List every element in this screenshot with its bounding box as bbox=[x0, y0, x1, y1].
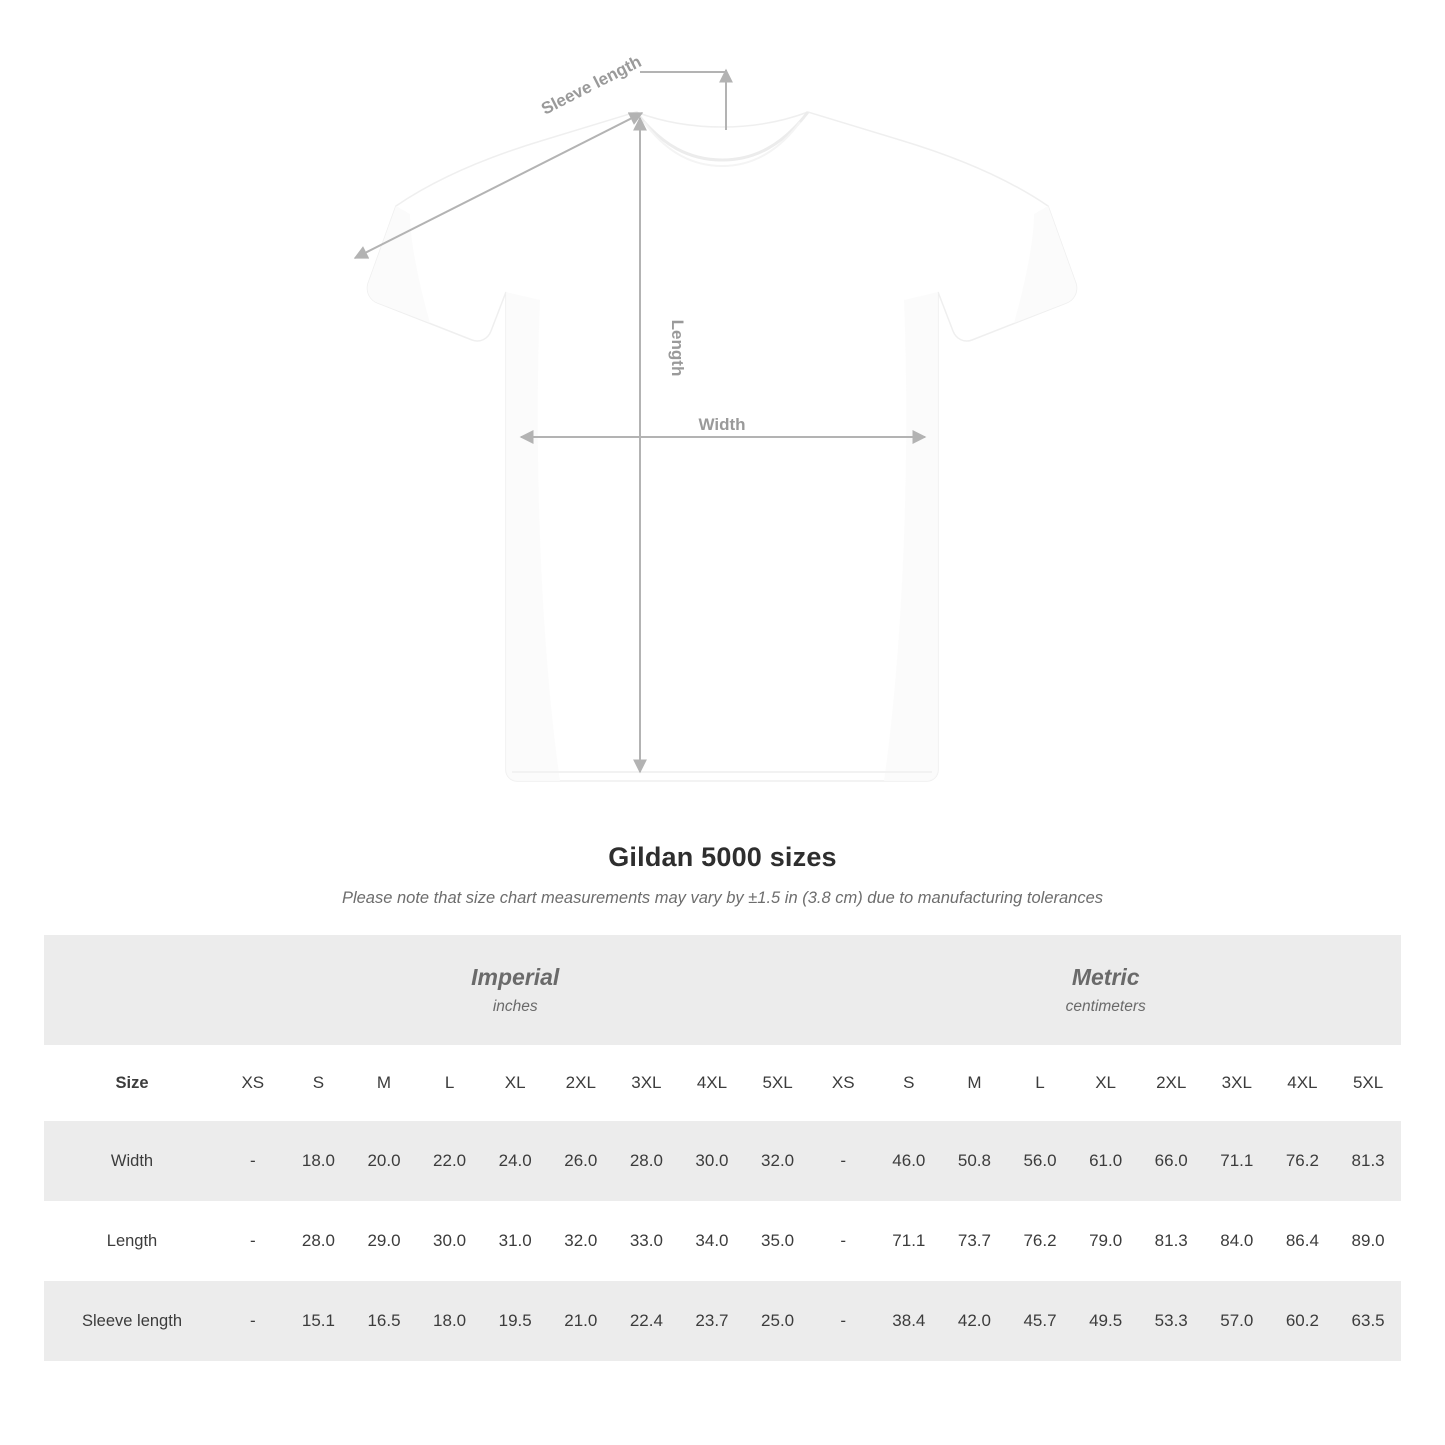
size-cell-metric-s: S bbox=[876, 1045, 942, 1121]
sleeve-metric-5xl: 63.5 bbox=[1335, 1281, 1401, 1361]
size-cell-imperial-3xl: 3XL bbox=[614, 1045, 680, 1121]
sleeve-imperial-s: 15.1 bbox=[286, 1281, 352, 1361]
width-metric-s: 46.0 bbox=[876, 1121, 942, 1201]
length-imperial-m: 29.0 bbox=[351, 1201, 417, 1281]
width-imperial-5xl: 32.0 bbox=[745, 1121, 811, 1201]
width-metric-2xl: 66.0 bbox=[1138, 1121, 1204, 1201]
sleeve-metric-xl: 49.5 bbox=[1073, 1281, 1139, 1361]
size-cell-imperial-xs: XS bbox=[220, 1045, 286, 1121]
size-cell-imperial-l: L bbox=[417, 1045, 483, 1121]
width-imperial-s: 18.0 bbox=[286, 1121, 352, 1201]
sleeve-metric-2xl: 53.3 bbox=[1138, 1281, 1204, 1361]
size-cell-imperial-2xl: 2XL bbox=[548, 1045, 614, 1121]
length-imperial-s: 28.0 bbox=[286, 1201, 352, 1281]
length-metric-2xl: 81.3 bbox=[1138, 1201, 1204, 1281]
unit-header-row bbox=[44, 935, 1401, 1045]
chart-subtitle: Please note that size chart measurements may vary by ±1.5 in (3.8 cm) due to manufacturing tolerances bbox=[341, 889, 1104, 907]
length-imperial-4xl: 34.0 bbox=[679, 1201, 745, 1281]
size-table-container bbox=[44, 935, 1401, 1361]
size-cell-metric-2xl: 2XL bbox=[1138, 1045, 1204, 1121]
length-metric-xs: - bbox=[810, 1201, 876, 1281]
chart-header bbox=[0, 842, 1445, 908]
length-metric-s: 71.1 bbox=[876, 1201, 942, 1281]
size-cell-metric-xs: XS bbox=[810, 1045, 876, 1121]
row-label-sleeve-length: Sleeve length bbox=[44, 1281, 220, 1361]
unit-header-imperial bbox=[220, 935, 810, 1045]
sleeve-metric-xs: - bbox=[810, 1281, 876, 1361]
width-imperial-3xl: 28.0 bbox=[614, 1121, 680, 1201]
sleeve-imperial-4xl: 23.7 bbox=[679, 1281, 745, 1361]
length-imperial-xl: 31.0 bbox=[482, 1201, 548, 1281]
row-header-size: Size bbox=[44, 1045, 220, 1121]
length-label: Length bbox=[668, 319, 687, 377]
size-cell-metric-3xl: 3XL bbox=[1204, 1045, 1270, 1121]
row-label-length: Length bbox=[44, 1201, 220, 1281]
row-label-width: Width bbox=[44, 1121, 220, 1201]
length-metric-xl: 79.0 bbox=[1073, 1201, 1139, 1281]
length-metric-4xl: 86.4 bbox=[1270, 1201, 1336, 1281]
length-metric-m: 73.7 bbox=[942, 1201, 1008, 1281]
sleeve-imperial-l: 18.0 bbox=[417, 1281, 483, 1361]
width-imperial-xl: 24.0 bbox=[482, 1121, 548, 1201]
sleeve-metric-s: 38.4 bbox=[876, 1281, 942, 1361]
table-row-width bbox=[44, 1121, 1401, 1201]
sleeve-metric-3xl: 57.0 bbox=[1204, 1281, 1270, 1361]
size-table bbox=[44, 935, 1401, 1361]
width-label: Width bbox=[698, 415, 746, 434]
sleeve-imperial-xl: 19.5 bbox=[482, 1281, 548, 1361]
width-imperial-2xl: 26.0 bbox=[548, 1121, 614, 1201]
size-cell-metric-5xl: 5XL bbox=[1335, 1045, 1401, 1121]
sleeve-metric-l: 45.7 bbox=[1007, 1281, 1073, 1361]
unit-name-imperial: Imperial bbox=[471, 964, 560, 991]
size-cell-metric-xl: XL bbox=[1073, 1045, 1139, 1121]
table-row-sizes bbox=[44, 1045, 1401, 1121]
sleeve-metric-m: 42.0 bbox=[942, 1281, 1008, 1361]
unit-header-metric bbox=[810, 935, 1401, 1045]
length-metric-3xl: 84.0 bbox=[1204, 1201, 1270, 1281]
length-imperial-2xl: 32.0 bbox=[548, 1201, 614, 1281]
unit-sub-imperial: inches bbox=[492, 997, 538, 1015]
unit-sub-metric: centimeters bbox=[1065, 997, 1146, 1015]
tshirt-shape bbox=[367, 112, 1076, 781]
width-metric-m: 50.8 bbox=[942, 1121, 1008, 1201]
sleeve-imperial-2xl: 21.0 bbox=[548, 1281, 614, 1361]
width-imperial-4xl: 30.0 bbox=[679, 1121, 745, 1201]
width-imperial-xs: - bbox=[220, 1121, 286, 1201]
length-imperial-3xl: 33.0 bbox=[614, 1201, 680, 1281]
size-cell-imperial-4xl: 4XL bbox=[679, 1045, 745, 1121]
size-cell-metric-m: M bbox=[942, 1045, 1008, 1121]
width-imperial-m: 20.0 bbox=[351, 1121, 417, 1201]
size-cell-imperial-5xl: 5XL bbox=[745, 1045, 811, 1121]
length-metric-5xl: 89.0 bbox=[1335, 1201, 1401, 1281]
width-metric-xs: - bbox=[810, 1121, 876, 1201]
chart-title: Gildan 5000 sizes bbox=[608, 842, 837, 872]
sleeve-imperial-3xl: 22.4 bbox=[614, 1281, 680, 1361]
size-cell-imperial-xl: XL bbox=[482, 1045, 548, 1121]
table-row-length bbox=[44, 1201, 1401, 1281]
width-metric-l: 56.0 bbox=[1007, 1121, 1073, 1201]
size-cell-metric-4xl: 4XL bbox=[1270, 1045, 1336, 1121]
size-cell-metric-l: L bbox=[1007, 1045, 1073, 1121]
length-imperial-xs: - bbox=[220, 1201, 286, 1281]
unit-name-metric: Metric bbox=[1071, 964, 1140, 991]
length-imperial-l: 30.0 bbox=[417, 1201, 483, 1281]
sleeve-metric-4xl: 60.2 bbox=[1270, 1281, 1336, 1361]
width-imperial-l: 22.0 bbox=[417, 1121, 483, 1201]
width-metric-3xl: 71.1 bbox=[1204, 1121, 1270, 1201]
sleeve-imperial-m: 16.5 bbox=[351, 1281, 417, 1361]
sleeve-length-label: Sleeve length bbox=[538, 51, 645, 119]
size-cell-imperial-m: M bbox=[351, 1045, 417, 1121]
length-metric-l: 76.2 bbox=[1007, 1201, 1073, 1281]
table-row-sleeve-length bbox=[44, 1281, 1401, 1361]
width-metric-4xl: 76.2 bbox=[1270, 1121, 1336, 1201]
size-cell-imperial-s: S bbox=[286, 1045, 352, 1121]
unit-header-blank bbox=[44, 935, 220, 1045]
width-metric-5xl: 81.3 bbox=[1335, 1121, 1401, 1201]
sleeve-imperial-5xl: 25.0 bbox=[745, 1281, 811, 1361]
length-imperial-5xl: 35.0 bbox=[745, 1201, 811, 1281]
width-metric-xl: 61.0 bbox=[1073, 1121, 1139, 1201]
sleeve-imperial-xs: - bbox=[220, 1281, 286, 1361]
